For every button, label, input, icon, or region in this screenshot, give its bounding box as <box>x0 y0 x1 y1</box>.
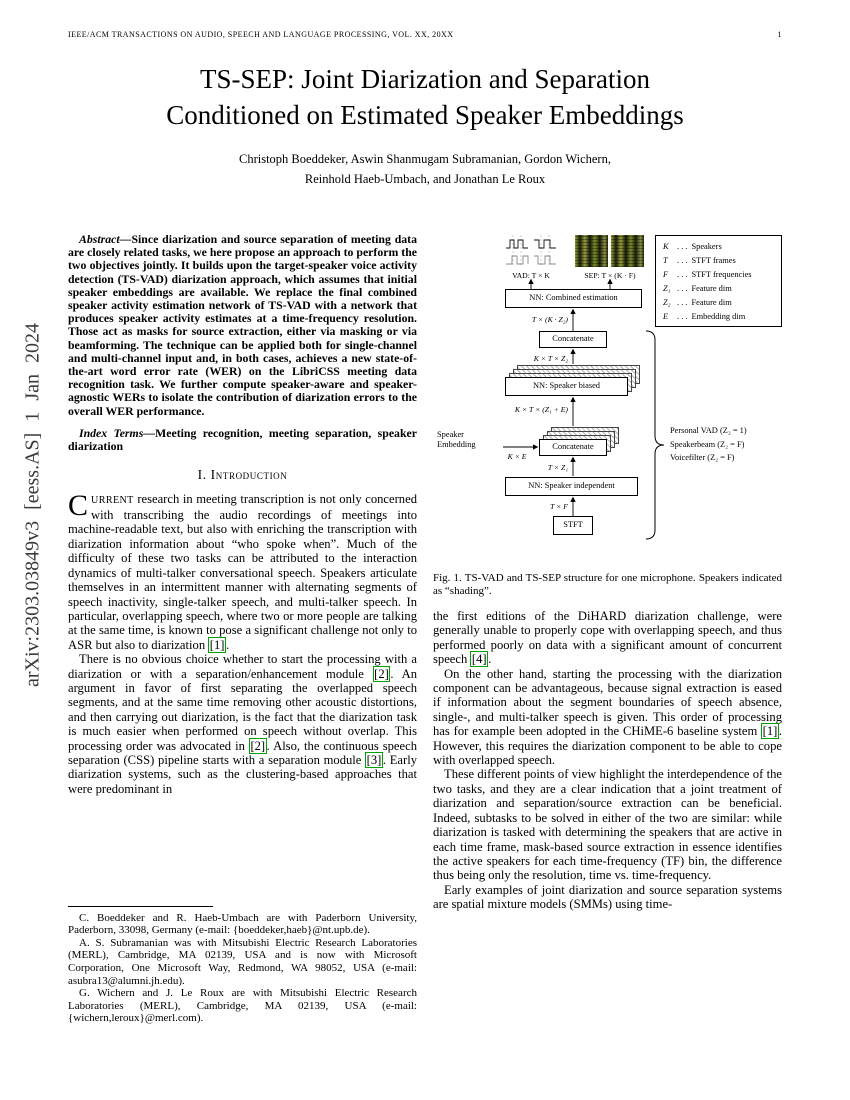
paragraph-text: . An argument in favor of first separating the overlapped speech segments, and at the same time removing other acoustic distortions, and then carrying out diarization, is the fact that the diarization task is much easier when performed on speech without overlap. This processing order was advocated in <box>68 666 418 753</box>
speaker-embedding-line2: Embedding <box>437 440 476 449</box>
paragraph-text: the first editions of the DiHARD diarization challenge, were generally unable to properly cope with overlapping speech, and thus performed poorly on data with a significant amount of concurrent speech <box>433 609 782 667</box>
abstract-text: Since diarization and source separation of meeting data are closely related tasks, we here propose an approach to perform the two objectives jointly. It builds upon the target-speaker voice activity detection (TS-VAD) diarization approach, which assumes that initial speaker embeddings are available. We replace the final combined speaker activity estimation network of TS-VAD with a network that produces speaker activity estimates at a time-frequency resolution. Those act as masks for source extraction, either via masking or via beamforming. The technique can be applied both for single-channel and multi-channel input and, in both cases, achieves a new state-of-the-art word error rate (WER) on the LibriCSS meeting data recognition task. We further compute speaker-aware and speaker-agnostic WERs to isolate the contribution of diarization errors to the overall WER performance. <box>68 233 417 418</box>
sep-spectrogram-panel-1 <box>575 235 608 267</box>
footnote-3: G. Wichern and J. Le Roux are with Mitsubishi Electric Research Laboratories (MERL), Cambridge, MA 02139, USA (e-mail: {wichern,leroux}@merl.com). <box>68 987 417 1025</box>
vad-waveform-panel-2 <box>533 235 557 267</box>
intro-paragraph-1 <box>68 488 417 652</box>
paragraph-text: There is no obvious choice whether to start the processing with a diarization or with a separation/enhancement module <box>68 652 417 681</box>
legend-dots: . . . <box>677 298 688 307</box>
dim-t-z1: T × Z₁ <box>547 463 568 472</box>
footnote-2: A. S. Subramanian was with Mitsubishi Electric Research Laboratories (MERL), Cambridge, MA 02139, USA and is now with Microsoft Corporation, One Microsoft Way, Redmond, WA 98052, USA (e-mail: asubra13@alumni.jh.edu). <box>68 936 417 987</box>
sep-output-dim-label: SEP: T × (K · F) <box>584 271 636 280</box>
speaker-biased-box: NN: Speaker biased <box>505 377 628 396</box>
author-footnotes <box>68 906 417 1025</box>
index-terms <box>68 427 417 453</box>
speaker-independent-box: NN: Speaker independent <box>505 477 638 496</box>
dim-k-e: K × E <box>507 452 527 461</box>
legend-dots: . . . <box>677 312 688 321</box>
two-column-body <box>68 233 782 1025</box>
legend-dots: . . . <box>677 242 688 251</box>
citation-ref-3[interactable]: [3] <box>366 752 382 767</box>
vad-output-dim-label: VAD: T × K <box>512 271 550 280</box>
legend-var: E <box>663 312 669 321</box>
left-column <box>68 233 417 1025</box>
index-terms-label: Index Terms— <box>79 425 156 440</box>
intro-paragraph-2 <box>68 652 417 796</box>
authors <box>0 150 850 189</box>
dim-k-t-z1-e: K × T × (Z₁ + E) <box>514 405 568 414</box>
right-paragraph-2 <box>433 667 782 768</box>
legend-var: F <box>663 270 669 279</box>
legend-var: T <box>663 256 668 265</box>
brace-labels <box>670 424 747 465</box>
paragraph-text: On the other hand, starting the processing with the diarization component can be advantageous, because signal extraction is eased if information about the segment boundaries of speech absence, single-, and multi-talker speech is given. This order of processing has for example been adopted in the CHiME-6 baseline system <box>433 666 782 739</box>
legend-var: Z₂ <box>663 298 671 307</box>
figure-1-diagram <box>433 233 782 563</box>
paragraph-text: . Also, the continuous speech separation (CSS) pipeline starts with a separation module <box>68 738 417 767</box>
footnote-rule <box>68 906 213 907</box>
citation-ref-2b[interactable]: [2] <box>250 738 266 753</box>
figure-1-caption <box>433 572 782 598</box>
concatenate-bottom-box: Concatenate <box>539 439 607 456</box>
legend-dots: . . . <box>677 284 688 293</box>
combined-estimation-box: NN: Combined estimation <box>505 289 642 308</box>
grouping-brace <box>646 331 664 539</box>
right-paragraph-4: Early examples of joint diarization and source separation systems are spatial mixture models (SMMs) using time- <box>433 882 782 912</box>
citation-ref-4[interactable]: [4] <box>471 652 487 667</box>
paragraph-text: . <box>225 637 230 652</box>
brace-label-voicefilter: Voicefilter (Z₂ = F) <box>670 453 735 462</box>
abstract <box>68 233 417 418</box>
figure-caption-label: Fig. 1. <box>433 572 462 584</box>
authors-line2: Reinhold Haeb-Umbach, and Jonathan Le Roux <box>304 171 546 186</box>
citation-ref-1[interactable]: [1] <box>209 637 225 652</box>
legend-desc: Feature dim <box>691 298 732 307</box>
legend-row <box>663 310 781 324</box>
footnote-1: C. Boeddeker and R. Haeb-Umbach are with Paderborn University, Paderborn, 33098, Germany (e-mail: {boeddeker,haeb}@nt.upb.de). <box>68 911 417 937</box>
arxiv-stamp: arXiv:2303.03849v3 [eess.AS] 1 Jan 2024 <box>21 323 44 687</box>
concatenate-top-box: Concatenate <box>539 331 607 348</box>
first-word-smallcaps: URRENT <box>91 494 134 506</box>
brace-label-personal-vad: Personal VAD (Z₂ = 1) <box>670 426 747 435</box>
dim-t-f: T × F <box>550 502 568 511</box>
paragraph-text: . However, this requires the diarization component to be able to cope with overlapped speech. <box>433 724 782 768</box>
legend-dots: . . . <box>677 256 688 265</box>
citation-ref-1b[interactable]: [1] <box>762 724 778 739</box>
vad-waveform-panel-1 <box>505 235 529 267</box>
citation-ref-2[interactable]: [2] <box>374 666 389 681</box>
legend-desc: STFT frequencies <box>691 270 752 279</box>
drop-cap: C <box>68 488 89 522</box>
figure-legend <box>655 235 782 327</box>
dim-k-t-z2: K × T × Z₂ <box>533 354 568 363</box>
legend-desc: Embedding dim <box>691 312 746 321</box>
sep-spectrogram-panel-2 <box>611 235 644 267</box>
paragraph-text: research in meeting transcription is not only concerned with transcribing the audio recordings of meetings into machine-readable text, but also with enriching the transcription with diarization information about “who spoke when”. Much of the difficulty of these two tasks can be attributed to the interaction dynamics of multi-talker conversational speech. Speakers articulate themselves in an intermittent manner with alternating segments of speech inactivity, single-talker speech, and multi-talker speech. In particular, overlapping speech, where two or more people are talking at the same time, is known to pose a significant challenge not only to ASR but also to diarization <box>68 491 417 652</box>
paper-title <box>60 62 790 133</box>
right-paragraph-1 <box>433 609 782 667</box>
legend-row <box>663 268 781 282</box>
speaker-embedding-line1: Speaker <box>437 430 464 439</box>
abstract-label: Abstract— <box>79 233 132 246</box>
speaker-embedding-label <box>437 430 501 450</box>
legend-desc: Speakers <box>691 242 722 251</box>
legend-dots: . . . <box>677 270 688 279</box>
legend-row <box>663 240 781 254</box>
dim-t-k-z2: T × (K · Z₂) <box>531 315 568 324</box>
section-heading-introduction: I. Introduction <box>197 467 288 483</box>
stft-box: STFT <box>553 516 593 535</box>
index-terms-text: Meeting recognition, meeting separation, speaker diarization <box>68 425 417 454</box>
paragraph-text: . Early diarization systems, such as the clustering-based approaches that were predominant in <box>68 752 417 796</box>
paper-title-line1: TS-SEP: Joint Diarization and Separation <box>200 64 650 94</box>
brace-label-speakerbeam: Speakerbeam (Z₂ = F) <box>670 439 745 449</box>
legend-row <box>663 282 781 296</box>
paragraph-text: . <box>488 652 492 667</box>
running-head <box>68 30 782 39</box>
legend-desc: Feature dim <box>691 284 732 293</box>
legend-row <box>663 254 781 268</box>
journal-header: IEEE/ACM TRANSACTIONS ON AUDIO, SPEECH AND LANGUAGE PROCESSING, VOL. XX, 20XX <box>68 30 454 39</box>
figure-caption-text: TS-VAD and TS-SEP structure for one microphone. Speakers indicated as “shading”. <box>433 572 782 597</box>
legend-desc: STFT frames <box>691 256 736 265</box>
legend-var: K <box>663 242 669 251</box>
legend-row <box>663 296 781 310</box>
page-number: 1 <box>777 30 782 39</box>
authors-line1: Christoph Boeddeker, Aswin Shanmugam Subramanian, Gordon Wichern, <box>239 152 611 167</box>
paper-title-line2: Conditioned on Estimated Speaker Embeddings <box>166 99 684 130</box>
legend-var: Z₁ <box>663 284 671 293</box>
right-paragraph-3: These different points of view highlight the interdependence of the two tasks, and they are a clear indication that a joint treatment of diarization and separation/source extraction can be beneficial. Indeed, subtasks to be solved in either of the two are similar: while diarization is tasked with determining the speakers that are active in each time frame, mask-based source extraction in essence identifies the active speakers for each time-frequency (TF) bin, the difference thus being only the resolution, time vs. time-frequency. <box>433 767 782 883</box>
right-column <box>433 233 782 1025</box>
